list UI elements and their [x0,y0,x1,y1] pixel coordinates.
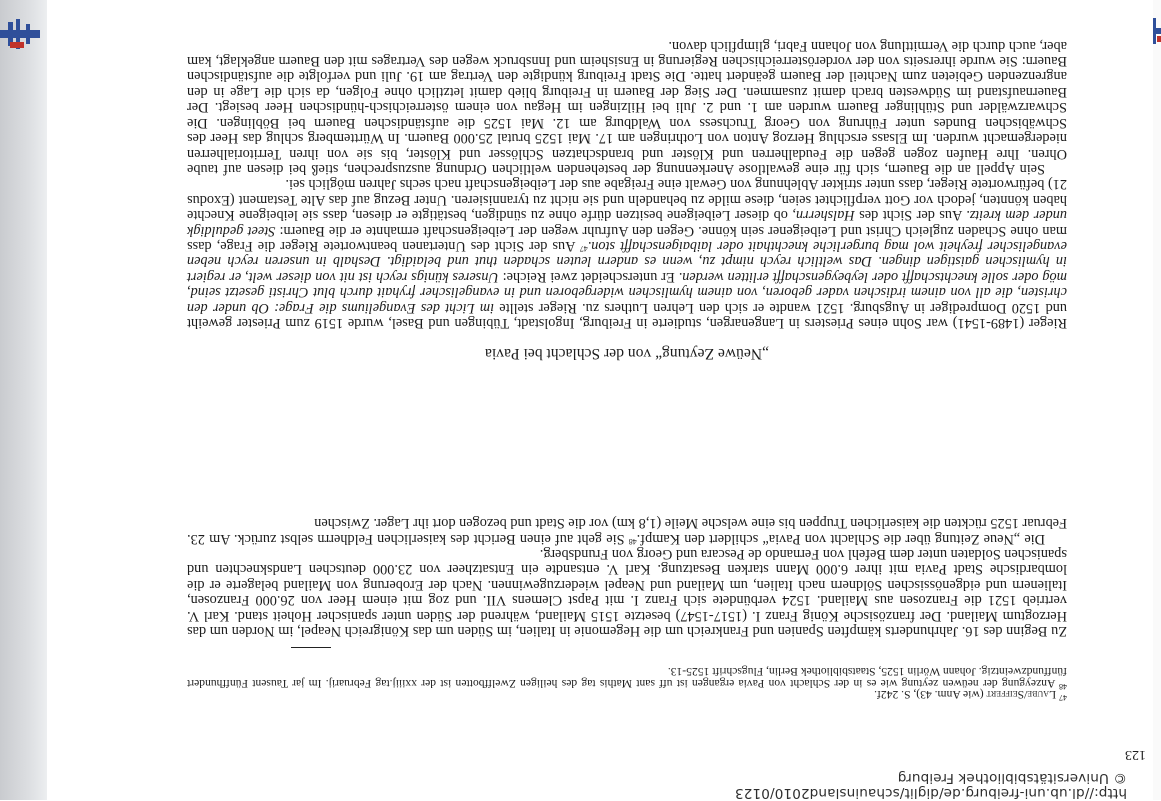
paragraph-text: ob dieser Leibeigene besitzen dürfe ohne zu sündigen, bestätigte er diesen, dass sie leibeigene Knechte haben könnten, jedoch vor Gott verpflichtet seien, diese milde zu behandeln und sie nicht zu tyrannisieren. Unter Bezug auf das Alte Testament (Exodus 21) befürwortete Rieger, dass unter strikter Ablehnung von Gewalt eine Freigabe aus der Leibeigenschaft nach sechs Jahren möglich sei. [187,176,1067,224]
footnote-47 [187,689,1067,700]
paragraph-text: Sein Appell an die Bauern, sich für eine gewaltlose Anerkennung der bestehenden weltlichen Ordnung auszusprechen, stieß bei diesen auf taube Ohren. Ihre Haufen zogen gegen die Feudalherren und Klöster und brandschatzen Schlösser und Klöster, bis sie von ihren Territorialherren niedergemacht wurden. Im Elsass erschlug Herzog Anton von Lothringen am 17. Mai 1525 brutal 25.000 Bauern. In Württemberg schlug das Heer des Schwäbischen Bundes unter Führung von Georg Truchsess von Waldburg am 12. Mai 1525 die aufständischen Bauern bei Böblingen. Die Schwarzwälder und Stühlinger Bauern wurden am 1. und 2. Juli bei Hilzingen im Hegau von einem österreichisch-hündischen Heer besiegt. Der Bauernaufstand im Südwesten brach damit zusammen. Der Sieg der Bauern in Freiburg blieb damit letztlich ohne Folgen, da sich die Lage in den angrenzenden Gebieten zum Nachteil der Bauern geändert hatte. Die Stadt Freiburg kündigte den Vertrag am 19. Juli und verfolgte die aufständischen Bauern: Sie wurde ihrerseits von der vorderösterreichischen Regierung in Ensisheim und Innsbruck wegen des Vertrages mit den Bauern angeklagt, kam aber, auch durch die Vermittlung von Johann Fabri, glimpflich davon. [187,37,1067,177]
footnote-text: (wie Anm. 43), S. 242f. [874,688,987,701]
footnote-ref-48: 48 [628,536,637,546]
footnote-number: 47 [1059,693,1067,702]
paragraph-text: Er unterscheidet zwei Reiche: [498,268,679,285]
paragraph-text: Rieger (1489-1541) war Sohn eines Priesters in Langenargen, studierte in Freiburg, Ingolstadt, Tübingen und Basel, wurde 1519 zum Priester geweiht und 1520 Domprediger in Augsburg. 1521 wandte er sich den Lehren Luthers zu. Rieger stellte [187,299,1067,331]
paragraph-text: Sie geht auf einen Bericht des kaiserlichen Feldherrn selbst zurück. Am 23. Februar 1525 rückten die kaiserlichen Truppen bis eine welsche Meile (1,8 km) vor die Stadt und bezogen dort ihr Lager. Zwischen [187,515,1067,547]
watermark-copyright: © Universitätsbibliothek Freiburg [897,770,1127,786]
body-text-lower [187,515,1067,638]
body-text-upper [187,37,1067,330]
watermark-url: http://dl.ub.uni-freiburg.de/diglit/schauinsland2010/0123 [734,785,1127,801]
footnote-number: 48 [1059,681,1067,691]
paragraph-pavia-intro [187,546,1067,638]
section-heading: „Neüwe Zeytung“ von der Schlacht bei Pavia [484,345,770,362]
footnote-divider [291,647,331,648]
footnote-text: Anzeygung der neüwen zeytung wie es in der Schlacht von Pavia ergangen ist uff sant Mathis tag des heiligen Zwelffbotten ist der xxiiij.tag Februarij. Im jar Tausent Fünffhundert fünffundzweintzig. Johann Wörlin 1525, Staatsbibliothek Berlin, Flugschrift 1525-13. [187,665,1067,690]
footnote-ref-47: 47 [579,243,588,253]
footnotes [187,666,1067,700]
paragraph-text: Aus der Sicht des Untertanen beantwortete Rieger die Frage, dass man ohne Schaden zugleich Christ und Leibeigener sein könne. Gegen den Aufruhr wegen der Leibeigenschaft ermahnte er die Bauern: [187,222,1067,254]
page-number: 123 [1125,747,1146,762]
footnote-author: Laube/Seiffert [986,688,1057,701]
paragraph-text: Die „Neue Zeitung über die Schlacht von Pavia“ schildert den Kampf. [636,530,1045,547]
page-rotated [55,0,1153,800]
paragraph-text: Aus der Sicht des [854,207,967,224]
paragraph-appell [187,37,1067,176]
quote-text: im Licht des Evangeliums die Frage: Ob under den christen, die all von ainem irdischen vader geboren, von ainem hymlischen widergeboren und in evangelischer fryhait durch blut Christi gesetzt seind, mög oder solle knechtschafft oder leybeygenschafft erlitten werden. [187,268,1067,316]
section-heading-block [187,335,1067,375]
watermark [67,772,1127,800]
quote-text: Steet geduldigk under dem kreitz. [187,207,1067,239]
paragraph-rieger [187,176,1067,330]
paragraph-neue-zeitung [187,515,1067,546]
quote-text: Unseres künigs reych ist nit von dieser welt, er regiert in hymlischen gaistigen dingen. Das weltlich reych nimpt zu, wenn es andern leuten schaden thut und belaidigt. Deshalb in unseren reych neben evangelischer freyheit wol mag burgerliche knechthait oder laibaigenschafft ston. [187,237,1067,285]
paragraph-text: Zu Beginn des 16. Jahrhunderts kämpften Spanien und Frankreich um die Hegemonie in Italien, im Süden um das Königreich Neapel, im Norden um das Herzogtum Mailand. Der französische König Franz I. (1517-1547) besetzte 1515 Mailand, während der Süden unter spanischer Hoheit stand. Karl V. vertrieb 1521 die Franzosen aus Mailand. 1524 verbündete sich Franz I. mit Papst Clemens VII. und zog mit einem Heer von 26.000 Franzosen, Italienern und eidgenössischen Söldnern nach Italien, um Mailand und Neapel wiederzugewinnen. Nach der Eroberung von Mailand belagerte er die lombardische Stadt Pavia mit ihrer 6.000 Mann starken Besatzung. Karl V. entsandte ein Entsatzheer von 23.000 deutschen Landsknechten und spanischen Soldaten unter dem Befehl von Fernando de Pescara und Georg von Frundsberg. [187,545,1067,639]
footnote-48 [187,666,1067,689]
quote-text: Halsherrn, [792,207,855,224]
